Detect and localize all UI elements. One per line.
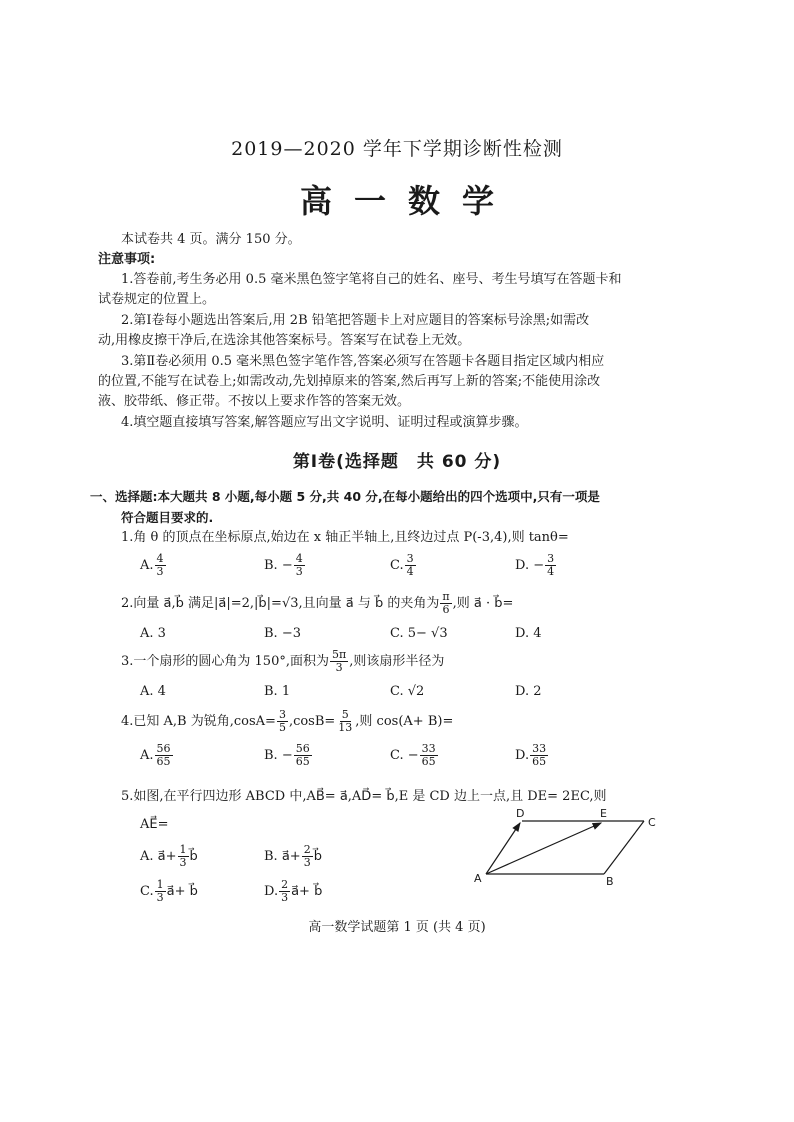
q4-option-d-label: D.: [515, 748, 530, 763]
q5-option-c-tail: a⃗+ b⃗: [166, 884, 198, 899]
q4-option-d-fraction: [530, 743, 548, 768]
q2-option-a: A. 3: [140, 626, 166, 641]
q2-angle-fraction: [440, 591, 451, 616]
q5-option-c-num: 1: [156, 878, 164, 891]
q5-option-a-label: A. a⃗+: [140, 849, 177, 864]
notice-3-line-2: 的位置,不能写在试卷上;如需改动,先划掉原来的答案,然后再写上新的答案;不能使用涂改: [98, 374, 601, 389]
q5-option-d-tail: a⃗+ b⃗: [291, 884, 323, 899]
q4-cosB-fraction: [336, 709, 354, 734]
q2-stem: [121, 591, 513, 616]
label-b: B: [606, 875, 614, 888]
q5-option-b-tail: b⃗: [313, 849, 322, 864]
q5-option-b-label: B. a⃗+: [264, 849, 301, 864]
q1-option-c-label: C.: [390, 558, 404, 573]
q2-stem-part-2: ,则 a⃗ · b⃗=: [452, 596, 514, 611]
q5-option-b-den: 3: [303, 856, 311, 869]
q2-angle-den: 6: [442, 603, 450, 616]
notice-3-line-3: 液、胶带纸、修正带。不按以上要求作答的答案无效。: [98, 394, 411, 409]
section-1-instructions-line-1: 一、选择题:本大题共 8 小题,每小题 5 分,共 40 分,在每小题给出的四个选项中,只有一项是: [90, 489, 600, 504]
q4-option-b-sign: −: [281, 748, 293, 763]
q1-option-b-fraction: [294, 553, 305, 578]
q3-area-den: 3: [335, 661, 343, 674]
q4-cosB-num: 5: [341, 708, 349, 721]
section-1-instructions-line-2: 符合题目要求的.: [121, 510, 214, 525]
q2-option-d: D. 4: [515, 626, 542, 641]
q4-cosB-den: 13: [338, 721, 353, 734]
q4-option-c-num: 33: [421, 742, 436, 755]
q1-option-b-sign: −: [281, 558, 293, 573]
q2-option-b: B. −3: [264, 626, 301, 641]
q4-option-a-num: 56: [156, 742, 171, 755]
exam-summary: 本试卷共 4 页。满分 150 分。: [121, 232, 301, 247]
q5-option-a: [140, 844, 198, 869]
q3-area-num: 5π: [331, 648, 347, 661]
q4-option-a-fraction: [155, 743, 173, 768]
q4-option-c-den: 65: [421, 755, 436, 768]
q5-option-c: [140, 879, 198, 904]
q5-option-c-den: 3: [156, 891, 164, 904]
q4-option-b-fraction: [294, 743, 312, 768]
q1-option-b: [264, 553, 306, 578]
label-d: D: [516, 807, 525, 820]
q5-parallelogram-figure: [470, 800, 670, 895]
q4-option-d-den: 65: [532, 755, 547, 768]
q1-option-a-num: 4: [156, 552, 164, 565]
q4-option-a-label: A.: [140, 748, 154, 763]
q4-cosA-den: 5: [278, 721, 286, 734]
q5-option-b-fraction: [302, 844, 313, 869]
q1-option-d-sign: −: [533, 558, 545, 573]
label-a: A: [474, 872, 482, 885]
label-e: E: [600, 807, 607, 820]
q4-option-c: [390, 743, 439, 768]
q5-stem-line-1: 5.如图,在平行四边形 ABCD 中,AB⃗= a⃗,AD⃗= b⃗,E 是 CD 边上一点,且 DE= 2EC,则: [121, 789, 607, 804]
section-1-title: 第Ⅰ卷(选择题 共 60 分): [292, 452, 502, 472]
q4-option-c-sign: −: [407, 748, 419, 763]
q4-stem-part-1: 4.已知 A,B 为锐角,cosA=: [121, 714, 276, 729]
q1-stem: 1.角 θ 的顶点在坐标原点,始边在 x 轴正半轴上,且终边过点 P(-3,4),则 tanθ=: [121, 530, 569, 545]
q3-stem-part-2: ,则该扇形半径为: [349, 654, 445, 669]
notice-2-line-2: 动,用橡皮擦干净后,在选涂其他答案标号。答案写在试卷上无效。: [98, 333, 471, 348]
q5-option-d-num: 2: [281, 878, 289, 891]
q1-option-b-den: 3: [295, 565, 303, 578]
q1-option-b-label: B.: [264, 558, 278, 573]
q1-option-d-den: 4: [547, 565, 555, 578]
q5-option-a-num: 1: [179, 843, 187, 856]
page-footer: 高一数学试题第 1 页 (共 4 页): [308, 920, 486, 935]
q5-stem-line-2: AE⃗=: [140, 817, 169, 832]
notice-2-line-1: 2.第Ⅰ卷每小题选出答案后,用 2B 铅笔把答题卡上对应题目的答案标号涂黑;如需改: [121, 313, 590, 328]
q1-option-d-label: D.: [515, 558, 530, 573]
q4-option-b-den: 65: [295, 755, 310, 768]
q5-option-c-label: C.: [140, 884, 154, 899]
q1-option-c-num: 3: [406, 552, 414, 565]
q4-option-b-label: B.: [264, 748, 278, 763]
q3-option-c: C. √2: [390, 684, 425, 699]
notice-3-line-1: 3.第Ⅱ卷必须用 0.5 毫米黑色签字笔作答,答案必须写在答题卡各题目指定区域内相应: [121, 354, 605, 369]
q5-option-a-den: 3: [179, 856, 187, 869]
q4-stem: [121, 709, 453, 734]
q3-stem-part-1: 3.一个扇形的圆心角为 150°,面积为: [121, 654, 329, 669]
q5-option-a-tail: b⃗: [189, 849, 198, 864]
q1-option-c-den: 4: [406, 565, 414, 578]
label-c: C: [648, 816, 656, 829]
q1-option-d-fraction: [545, 553, 556, 578]
subject-title: 高一数学: [299, 182, 516, 220]
notice-label: 注意事项:: [98, 252, 156, 267]
q5-option-d-label: D.: [264, 884, 279, 899]
q2-angle-num: π: [442, 590, 450, 603]
q4-stem-part-2: ,cosB=: [288, 714, 336, 729]
q5-option-b-num: 2: [303, 843, 311, 856]
q3-option-b: B. 1: [264, 684, 291, 699]
q4-option-d: [515, 743, 549, 768]
q2-option-c: C. 5− √3: [390, 626, 448, 641]
q1-option-a-den: 3: [156, 565, 164, 578]
q4-option-c-label: C.: [390, 748, 404, 763]
q5-option-d: [264, 879, 322, 904]
q5-option-a-fraction: [178, 844, 189, 869]
q3-option-a: A. 4: [140, 684, 166, 699]
q4-cosA-num: 3: [278, 708, 286, 721]
q3-area-fraction: [330, 649, 348, 674]
q1-option-d: [515, 553, 557, 578]
q4-option-a-den: 65: [156, 755, 171, 768]
q1-option-a: [140, 553, 167, 578]
q4-option-a: [140, 743, 174, 768]
q5-option-d-den: 3: [281, 891, 289, 904]
notice-4: 4.填空题直接填写答案,解答题应写出文字说明、证明过程或演算步骤。: [121, 415, 528, 430]
edge-bc: [604, 821, 644, 874]
q1-option-b-num: 4: [295, 552, 303, 565]
q1-option-d-num: 3: [547, 552, 555, 565]
q4-cosA-fraction: [277, 709, 288, 734]
q5-option-b: [264, 844, 322, 869]
q1-option-a-fraction: [155, 553, 166, 578]
q2-stem-part-1: 2.向量 a⃗,b⃗ 满足|a⃗|=2,|b⃗|=√3,且向量 a⃗ 与 b⃗ 的夹角为: [121, 596, 440, 611]
q4-stem-part-3: ,则 cos(A+ B)=: [355, 714, 454, 729]
q4-option-c-fraction: [420, 743, 438, 768]
q3-stem: [121, 649, 444, 674]
q4-option-b: [264, 743, 313, 768]
exam-title: 2019—2020 学年下学期诊断性检测: [231, 138, 563, 160]
q1-option-c-fraction: [405, 553, 416, 578]
q5-option-d-fraction: [279, 879, 290, 904]
q5-option-c-fraction: [155, 879, 166, 904]
q1-option-a-label: A.: [140, 558, 154, 573]
notice-1-line-2: 试卷规定的位置上。: [98, 292, 216, 307]
q1-option-c: [390, 553, 417, 578]
q4-option-d-num: 33: [532, 742, 547, 755]
q3-option-d: D. 2: [515, 684, 542, 699]
q4-option-b-num: 56: [295, 742, 310, 755]
notice-1-line-1: 1.答卷前,考生务必用 0.5 毫米黑色签字笔将自己的姓名、座号、考生号填写在答题卡和: [121, 272, 622, 287]
